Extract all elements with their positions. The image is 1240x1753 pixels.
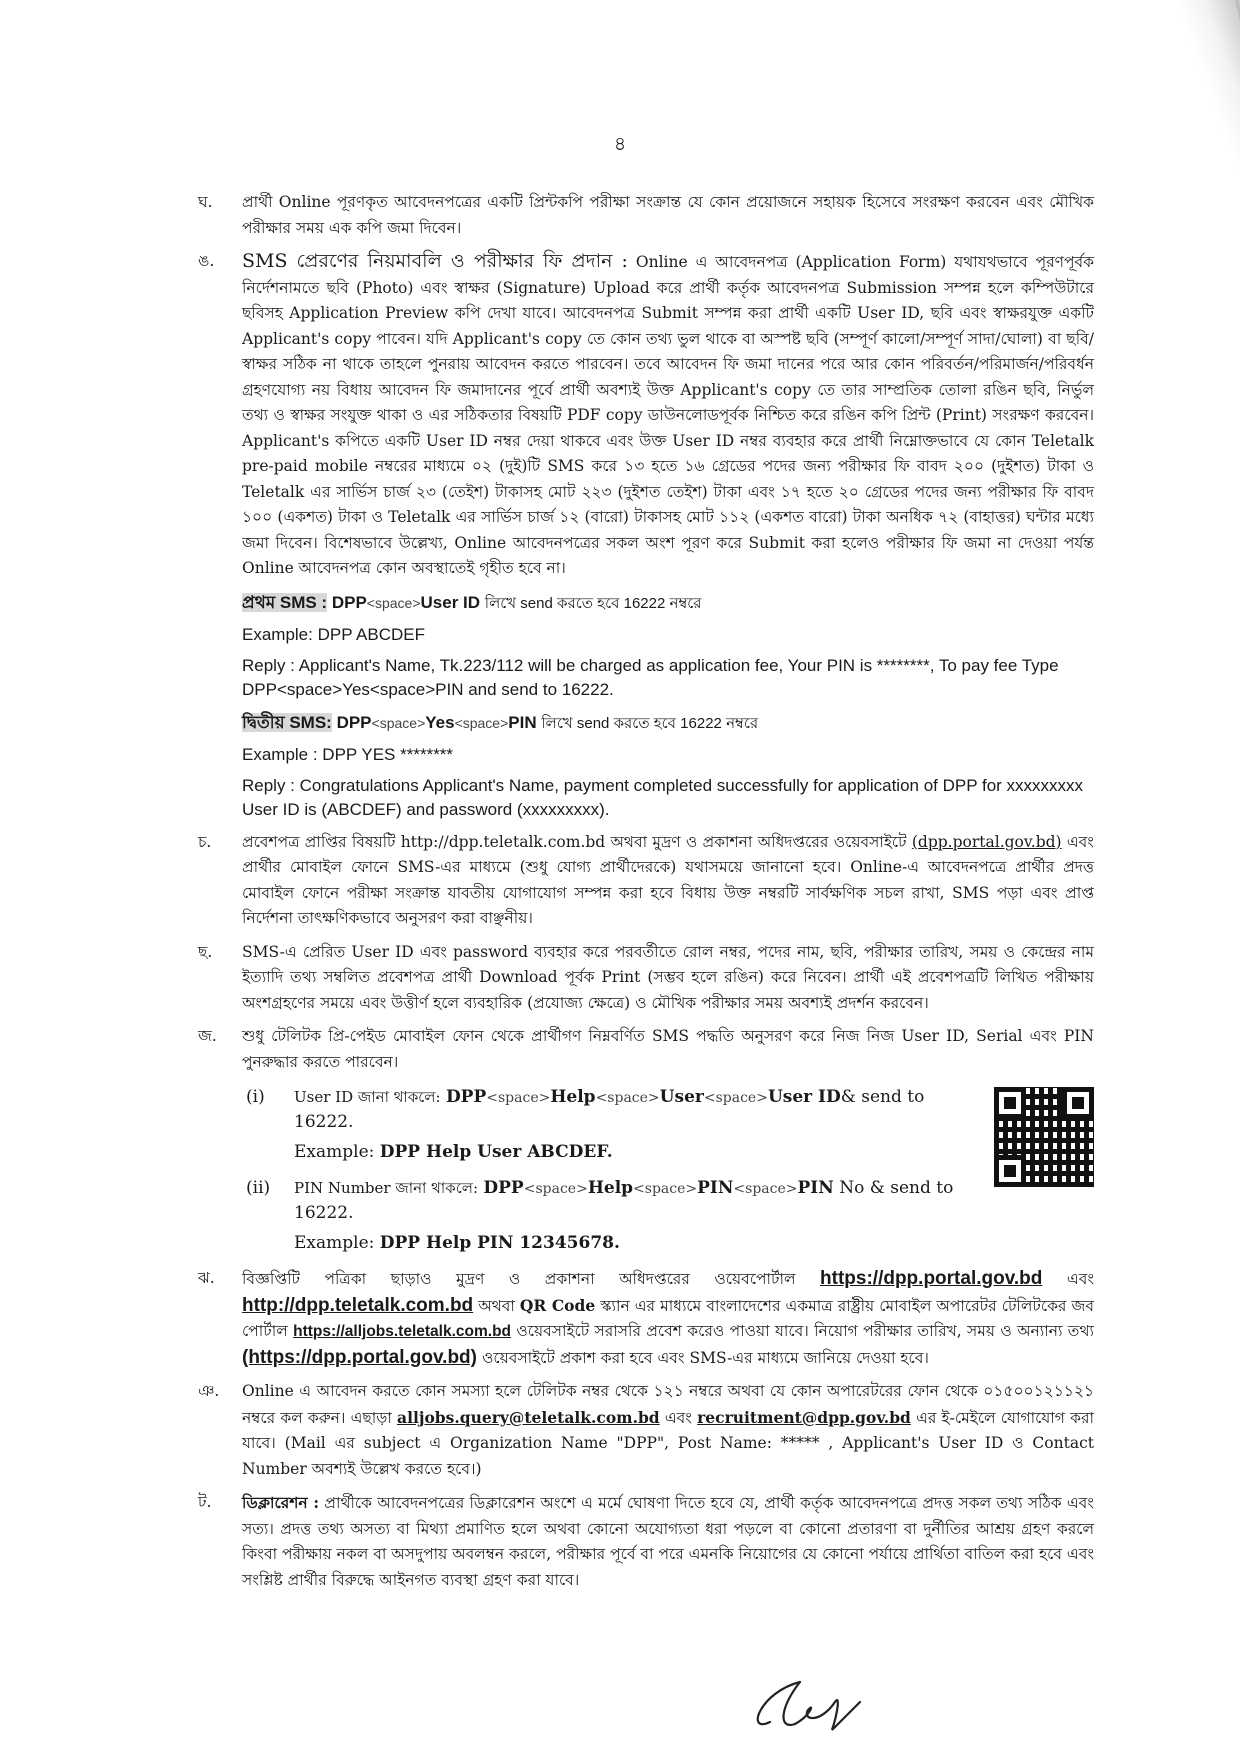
item-text: এবং [1066,1270,1094,1288]
item-text: অথবা [478,1296,515,1315]
cmd-space: <space> [523,1180,588,1197]
sms1-suffix: লিখে send করতে হবে 16222 নম্বরে [484,594,702,612]
cmd-dpp: DPP [445,1087,487,1107]
item-ja [198,1024,1094,1075]
recovery-list [246,1085,1094,1256]
cmd-dpp: DPP [483,1177,524,1198]
sms2-suffix: লিখে send করতে হবে 16222 নম্বরে [541,714,759,732]
item-text: এবং প্রার্থীর মোবাইল ফোনে SMS-এর মাধ্যমে (শুধু যোগ্য প্রার্থীদেরকে) যথাসময়ে জানানো হবে। Online-এ আবেদনপত্রে প্রার্থীর প্রদত্ত মোবাইল ফোনে পরীক্ষা সংক্রান্ত যাবতীয় যোগাযোগ সম্পন্ন করা হবে বিধায় উক্ত নম্বরটি সার্বক্ষণিক সচল রাখা, SMS পড়া এবং প্রাপ্ত নির্দেশনা তাৎক্ষণিকভাবে অনুসরণ করা বাঞ্ছনীয়। [242,832,1094,927]
item-text: ওয়েবসাইটে সরাসরি প্রবেশ করেও পাওয়া যাবে। নিয়োগ পরীক্ষার তারিখ, সময় ও অন্যান্য তথ্য [516,1322,1094,1340]
cmd-userid: User ID [767,1087,841,1107]
item-text: এবং [664,1408,692,1427]
cmd-tail: No & send to 16222. [294,1177,954,1223]
cmd-space: <space> [633,1180,698,1197]
sms2-cmd-dpp: DPP [336,712,372,732]
example-label: Example: [294,1142,375,1162]
item-text: প্রার্থী Online পূরণকৃত আবেদনপত্রের একটি প্রিন্টকপি পরীক্ষা সংক্রান্ত যে কোন প্রয়োজনে সহায়ক হিসেবে সংরক্ষণ করবেন এবং মৌখিক পরীক্ষার সময় এক কপি জমা দিবেন। [242,193,1094,237]
sms2-example: Example : DPP YES ******** [242,745,454,764]
cmd-space: <space> [486,1090,551,1106]
declaration-label: ডিক্লারেশন : [242,1493,320,1512]
document-body [198,190,1094,1601]
item-ta [198,1490,1094,1593]
sms1-cmd-userid: User ID [420,592,481,612]
qr-finder [994,1087,1026,1119]
dpp-portal-link-2[interactable]: (https://dpp.portal.gov.bd) [242,1346,477,1368]
sms1-reply: Reply : Applicant's Name, Tk.223/112 will be charged as application fee, Your PIN is ********, To pay fee Type DPP<space>Yes<space>PIN and send to 16222. [242,655,1059,699]
signature-image [740,1672,870,1742]
recovery-pin [246,1176,964,1225]
item-marker: ঝ. [198,1269,215,1287]
qr-finder [994,1155,1026,1187]
item-marker: চ. [198,832,212,851]
item-text: Online এ আবেদনপত্র (Application Form) যথাযথভাবে পূরণপূর্বক নির্দেশনামতে ছবি (Photo) এবং স্বাক্ষর (Signature) Upload করে প্রার্থী কর্তৃক আবেদনপত্র Submission সম্পন্ন হলে কম্পিউটারে ছবিসহ Application Preview কপি দেখা যাবে। আবেদনপত্র Submit সম্পন্ন করা প্রার্থী একটি User ID, ছবি এবং স্বাক্ষরযুক্ত একটি Applicant's copy পাবেন। যদি Applicant's copy তে কোন তথ্য ভুল থাকে বা অস্পষ্ট ছবি (সম্পূর্ণ কালো/সম্পূর্ণ সাদা/ঘোলা) বা ছবি/স্বাক্ষর সঠিক না থাকে তাহলে পুনরায় আবেদন করতে পারবেন। তবে আবেদন ফি জমা দানের পরে আর কোন পরিবর্তন/পরিমার্জন/পরিবর্ধন গ্রহণযোগ্য নয় বিধায় আবেদন ফি জমাদানের পূর্বে প্রার্থী অবশ্যই উক্ত Applicant's copy তে তার সাম্প্রতিক তোলা রঙিন ছবি, নির্ভুল তথ্য ও স্বাক্ষর সংযুক্ত থাকা ও এর সঠিকতার বিষয়টি PDF copy ডাউনলোডপূর্বক নিশ্চিত করে রঙিন কপি প্রিন্ট (Print) সংরক্ষণ করবেন। Applicant's কপিতে একটি User ID নম্বর দেয়া থাকবে এবং উক্ত User ID নম্বর ব্যবহার করে প্রার্থী নিম্নোক্তভাবে যে কোন Teletalk pre-paid mobile নম্বরের মাধ্যমে ০২ (দুই)টি SMS করে ১৩ হতে ১৬ গ্রেডের পদের জন্য পরীক্ষার ফি বাবদ ২০০ (দুইশত) টাকা ও Teletalk এর সার্ভিস চার্জ ২৩ (তেইশ) টাকাসহ মোট ২২৩ (দুইশত তেইশ) টাকা এবং ১৭ হতে ২০ গ্রেডের পদের জন্য পরীক্ষার ফি বাবদ ১০০ (একশত) টাকা ও Teletalk এর সার্ভিস চার্জ ১২ (বারো) টাকাসহ মোট ১১২ (একশত বারো) টাকা অনধিক ৭২ (বাহাত্তর) ঘন্টার মধ্যে জমা দিবেন। বিশেষভাবে উল্লেখ্য, Online আবেদনপত্রের সকল অংশ পূরণ করে Submit করা হলেও পরীক্ষার ফি জমা না দেওয়া পর্যন্ত Online আবেদনপত্র কোন অবস্থাতেই গৃহীত হবে না। [242,253,1094,577]
cmd-pin-value: PIN [797,1177,834,1198]
recovery-lead: PIN Number জানা থাকলে: [294,1178,478,1197]
cmd-tail: & send to 16222. [294,1087,925,1132]
item-text: SMS-এ প্রেরিত User ID এবং password ব্যবহার করে পরবর্তীতে রোল নম্বর, পদের নাম, ছবি, পরীক্ষার তারিখ, সময় ও কেন্দ্রের নাম ইত্যাদি তথ্য সম্বলিত প্রবেশপত্র প্রার্থী Download পূর্বক Print (সম্ভব হলে রঙিন) করে নিবেন। প্রার্থী এই প্রবেশপত্রটি লিখিত পরীক্ষায় অংশগ্রহণের সময়ে এবং উত্তীর্ণ হলে ব্যবহারিক (প্রযোজ্য ক্ষেত্রে) ও মৌখিক পরীক্ষার সময় অবশ্যই প্রদর্শন করবেন। [242,942,1094,1012]
item-cha [198,830,1094,932]
cmd-help: Help [587,1177,634,1198]
sms1-command [242,590,1094,617]
sms2-space: <space> [454,714,509,731]
qr-code[interactable] [994,1087,1094,1187]
qr-finder [1062,1087,1094,1119]
sms2-cmd-yes: Yes [425,712,455,732]
cmd-space: <space> [595,1090,660,1106]
cmd-user: User [659,1087,704,1107]
sms1-label: প্রথম SMS : [242,592,328,612]
cmd-pin: PIN [697,1177,734,1198]
item-heading: SMS প্রেরণের নিয়মাবলি ও পরীক্ষার ফি প্রদান : [242,250,628,272]
sms1-space: <space> [366,594,421,611]
item-text: বিজ্ঞপ্তিটি পত্রিকা ছাড়াও মুদ্রণ ও প্রকাশনা অধিদপ্তরের ওয়েবপোর্টাল [242,1270,796,1288]
recruitment-email-link[interactable]: recruitment@dpp.gov.bd [697,1407,911,1427]
item-marker: ট. [198,1493,212,1511]
cmd-space: <space> [703,1090,768,1106]
cmd-space: <space> [733,1180,798,1197]
sms2-reply: Reply : Congratulations Applicant's Name, payment completed successfully for application of DPP for xxxxxxxxx User ID is (ABCDEF) and password (xxxxxxxxx). [242,775,1084,819]
page-number: ৪ [613,133,627,155]
item-jha [198,1266,1094,1371]
item-umo [198,249,1094,582]
item-marker: ঞ. [198,1382,220,1400]
qr-code-label: QR Code [519,1295,596,1315]
item-marker: ঙ. [198,252,215,270]
item-gha [198,190,1094,241]
cmd-help: Help [550,1087,596,1107]
sms2-cmd-pin: PIN [508,712,537,732]
list-number: (ii) [246,1177,271,1198]
dpp-portal-link[interactable]: (dpp.portal.gov.bd) [911,832,1062,851]
item-nya [198,1379,1094,1482]
alljobs-link[interactable]: https://alljobs.teletalk.com.bd [293,1323,512,1340]
item-text: স্ক্যান এর মাধ্যমে বাংলাদেশের একমাত্র রাষ্ট্রীয় মোবাইল অপারেটর টেলিটকের জব পোর্টাল [242,1296,1094,1340]
alljobs-email-link[interactable]: alljobs.query@teletalk.com.bd [397,1407,660,1427]
sms1-cmd-dpp: DPP [331,592,367,612]
item-marker: ঘ. [198,193,213,211]
recovery-lead: User ID জানা থাকলে: [294,1088,441,1106]
item-marker: ছ. [198,942,213,961]
recovery-user-id [246,1085,964,1134]
item-chha [198,940,1094,1017]
example-command: DPP Help PIN 12345678. [379,1232,620,1253]
item-text: ওয়েবসাইটে প্রকাশ করা হবে এবং SMS-এর মাধ্যমে জানিয়ে দেওয়া হবে। [481,1348,929,1367]
sms2-command [242,710,1094,737]
item-text: Online এ আবেদন করতে কোন সমস্যা হলে টেলিটক নম্বর থেকে ১২১ নম্বরে অথবা যে কোন অপারেটরের ফোন থেকে ০১৫০০১২১১২১ নম্বরে কল করুন। এছাড়া [242,1382,1094,1427]
recovery-user-id-example [246,1140,964,1166]
list-number: (i) [246,1087,265,1107]
teletalk-dpp-link[interactable]: http://dpp.teletalk.com.bd [242,1294,474,1316]
sms-instructions [242,590,1094,822]
sms1-example: Example: DPP ABCDEF [242,625,425,644]
page-edge-shadow [1180,0,1240,230]
item-text: প্রার্থীকে আবেদনপত্রের ডিক্লারেশন অংশে এ মর্মে ঘোষণা দিতে হবে যে, প্রার্থী কর্তৃক আবেদনপত্রে প্রদত্ত সকল তথ্য সঠিক এবং সত্য। প্রদত্ত তথ্য অসত্য বা মিথ্যা প্রমাণিত হলে অথবা কোনো অযোগ্যতা ধরা পড়লে বা কোনো প্রতারণা বা দুর্নীতির আশ্রয় গ্রহণ করলে কিংবা পরীক্ষায় নকল বা অসদুপায় অবলম্বন করলে, পরীক্ষার পূর্বে বা পরে এমনকি নিয়োগের যে কোনো পর্যায়ে প্রার্থিতা বাতিল করা হবে এবং সংশ্লিষ্ট প্রার্থীর বিরুদ্ধে আইনগত ব্যবস্থা গ্রহণ করা যাবে। [242,1494,1094,1589]
dpp-portal-link[interactable]: https://dpp.portal.gov.bd [820,1268,1043,1289]
item-marker: জ. [198,1027,217,1045]
recovery-pin-example [246,1231,964,1257]
example-label: Example: [294,1232,375,1253]
item-text: এর ই-মেইলে যোগাযোগ করা যাবে। (Mail এর subject এ Organization Name "DPP", Post Name: ***** , Applicant's User ID ও Contact Number অবশ্যই উল্লেখ করতে হবে।) [242,1408,1094,1478]
example-command: DPP Help User ABCDEF. [379,1142,613,1162]
sms2-space: <space> [371,714,426,731]
item-text: শুধু টেলিটক প্রি-পেইড মোবাইল ফোন থেকে প্রার্থীগণ নিম্নবর্ণিত SMS পদ্ধতি অনুসরণ করে নিজ নিজ User ID, Serial এবং PIN পুনরুদ্ধার করতে পারবেন। [242,1027,1094,1071]
item-text: প্রবেশপত্র প্রাপ্তির বিষয়টি http://dpp.teletalk.com.bd অথবা মুদ্রণ ও প্রকাশনা অধিদপ্তরের ওয়েবসাইটে [242,832,907,851]
sms2-label: দ্বিতীয় SMS: [242,712,332,732]
